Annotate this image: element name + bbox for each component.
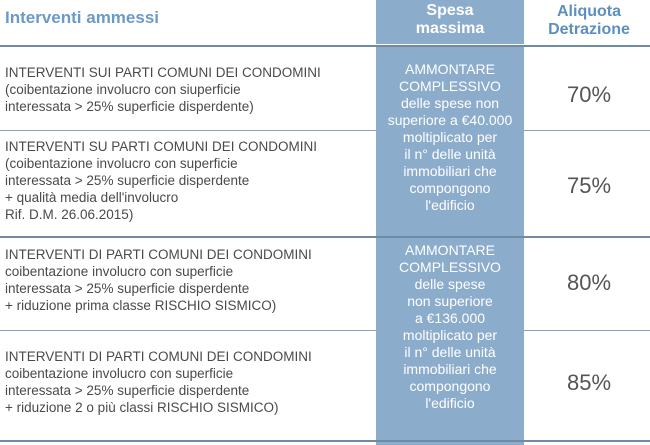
spesa-text-line: delle spese non bbox=[400, 95, 500, 111]
spesa-text-line: non superiore bbox=[407, 293, 493, 309]
aliquota-value: 70% bbox=[566, 82, 612, 107]
row-text-line: coibentazione involucro con superficie bbox=[5, 366, 234, 381]
spesa-text-line: COMPLESSIVO bbox=[399, 78, 501, 94]
spesa-text-line: delle spese bbox=[414, 276, 486, 292]
row-text-line: INTERVENTI SU PARTI COMUNI DEI CONDOMINI bbox=[5, 139, 318, 154]
column-header-aliquota-line2: Detrazione bbox=[548, 21, 630, 38]
row-text-line: Rif. D.M. 26.06.2015) bbox=[5, 207, 134, 222]
row-divider bbox=[524, 330, 650, 331]
spesa-text-line: COMPLESSIVO bbox=[399, 259, 501, 275]
table-row-description bbox=[5, 348, 373, 416]
row-text-line: + riduzione prima classe RISCHIO SISMICO) bbox=[5, 298, 277, 313]
row-text-line: interessata > 25% superficie disperdente bbox=[5, 383, 250, 398]
spesa-text-line: compongono bbox=[409, 378, 491, 394]
row-divider bbox=[0, 130, 376, 131]
row-text-line: INTERVENTI SUI PARTI COMUNI DEI CONDOMINI bbox=[5, 65, 321, 80]
aliquota-value: 85% bbox=[566, 370, 612, 395]
spesa-text-line: l'edificio bbox=[425, 197, 475, 213]
row-text-line: INTERVENTI DI PARTI COMUNI DEI CONDOMINI bbox=[5, 247, 312, 262]
spesa-massima-block bbox=[376, 61, 524, 214]
aliquota-value: 80% bbox=[566, 270, 612, 295]
spesa-text-line: AMMONTARE bbox=[405, 242, 495, 258]
row-divider bbox=[524, 130, 650, 131]
row-text-line: + riduzione 2 o più classi RISCHIO SISMICO) bbox=[5, 400, 279, 415]
row-text-line: interessata > 25% superficie disperdente bbox=[5, 173, 250, 188]
header-divider bbox=[0, 45, 650, 47]
column-header-interventi: Interventi ammessi bbox=[5, 8, 160, 27]
column-header-aliquota-line1: Aliquota bbox=[557, 3, 621, 20]
spesa-text-line: il n° delle unità bbox=[404, 146, 496, 162]
spesa-text-line: moltiplicato per bbox=[402, 327, 498, 343]
spesa-text-line: immobiliari che bbox=[403, 361, 497, 377]
table-row-description bbox=[5, 64, 373, 115]
spesa-text-line: l'edificio bbox=[425, 395, 475, 411]
group-divider bbox=[0, 236, 650, 238]
row-text-line: (coibentazione involucro con superficie bbox=[5, 156, 238, 171]
spesa-text-line: moltiplicato per bbox=[402, 129, 498, 145]
aliquota-value: 75% bbox=[566, 173, 612, 198]
spesa-text-line: compongono bbox=[409, 180, 491, 196]
spesa-text-line: AMMONTARE bbox=[405, 61, 495, 77]
column-header-spesa-line1: Spesa bbox=[426, 2, 474, 19]
row-divider bbox=[0, 330, 376, 331]
spesa-text-line: il n° delle unità bbox=[404, 344, 496, 360]
row-text-line: + qualità media dell'involucro bbox=[5, 190, 179, 205]
row-text-line: (coibentazione involucro con siuperficie bbox=[5, 82, 241, 97]
spesa-text-line: immobiliari che bbox=[403, 163, 497, 179]
spesa-text-line: superiore a €40.000 bbox=[387, 112, 513, 128]
spesa-text-line: a €136.000 bbox=[414, 310, 486, 326]
row-text-line: coibentazione involucro con superficie bbox=[5, 264, 234, 279]
column-header-spesa-line2: massima bbox=[415, 20, 485, 37]
table-bottom-border bbox=[0, 440, 650, 442]
column-header-aliquota bbox=[528, 0, 650, 42]
row-text-line: interessata > 25% superficie disperdente) bbox=[5, 99, 254, 114]
row-text-line: interessata > 25% superficie disperdente bbox=[5, 281, 250, 296]
row-text-line: INTERVENTI DI PARTI COMUNI DEI CONDOMINI bbox=[5, 349, 312, 364]
spesa-massima-block bbox=[376, 242, 524, 412]
table-row-description bbox=[5, 138, 373, 223]
table-row-description bbox=[5, 246, 373, 314]
column-header-spesa bbox=[376, 0, 524, 44]
